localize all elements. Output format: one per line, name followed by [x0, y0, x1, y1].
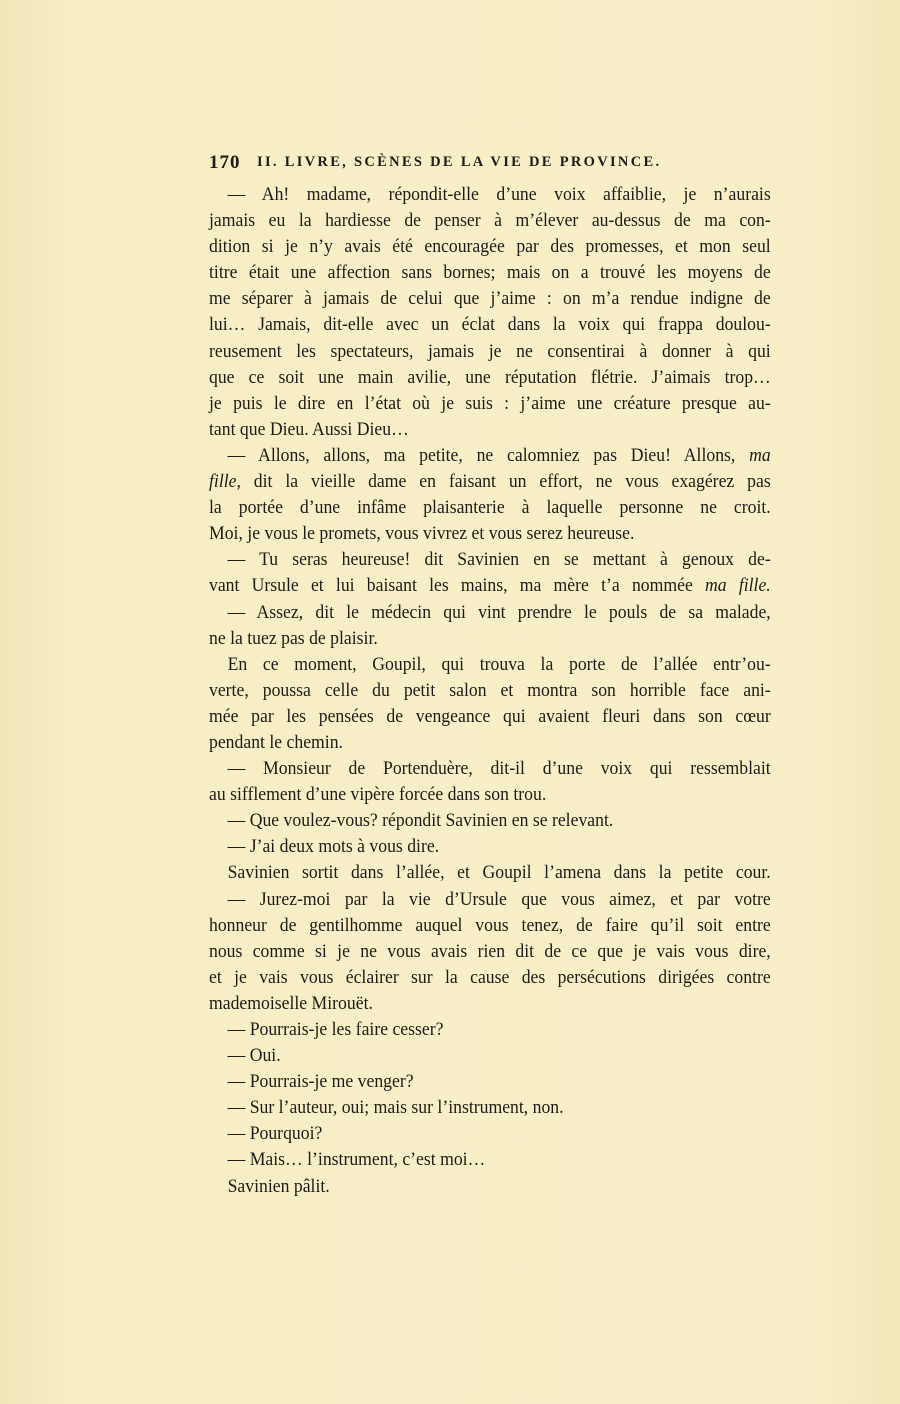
line-text: — Pourrais-je me venger?: [227, 1071, 414, 1093]
text-line: [209, 260, 771, 286]
line-text: — J’ai deux mots à vous dire.: [227, 836, 440, 858]
text-line: [209, 808, 771, 834]
text-line: [209, 991, 771, 1017]
text-line: [209, 1147, 771, 1173]
text-line: [209, 600, 771, 626]
text-line: [209, 756, 771, 782]
italic-text: ma fille.: [705, 575, 771, 597]
text-line: [209, 1069, 771, 1095]
italic-text: ma: [749, 444, 771, 466]
line-text: Moi, je vous le promets, vous vivrez et vous serez heureuse.: [209, 523, 635, 545]
line-text: et je vais vous éclairer sur la cause des persécutions dirigées contre: [209, 966, 771, 988]
line-text: pendant le chemin.: [209, 731, 343, 753]
text-line: [209, 652, 771, 678]
text-line: [209, 704, 771, 730]
page-body-text: [209, 182, 771, 1200]
text-line: [209, 521, 771, 547]
text-line: [209, 1174, 771, 1200]
line-text: — Mais… l’instrument, c’est moi…: [227, 1149, 486, 1171]
text-line: [209, 913, 771, 939]
line-text: Savinien pâlit.: [227, 1175, 330, 1197]
text-line: [209, 965, 771, 991]
text-line: [209, 234, 771, 260]
line-text: — Oui.: [227, 1045, 281, 1067]
text-line: [209, 443, 771, 469]
text-line: [209, 860, 771, 886]
text-line: [209, 312, 771, 338]
line-text: , dit la vieille dame en faisant un effort, ne vous exagérez pas: [236, 471, 771, 493]
line-text: titre était une affection sans bornes; mais on a trouvé les moyens de: [209, 262, 771, 284]
text-line: [209, 182, 771, 208]
line-text: dition si je n’y avais été encouragée par des promesses, et mon seul: [209, 236, 771, 258]
text-line: [209, 1095, 771, 1121]
text-line: [209, 286, 771, 312]
line-text: verte, poussa celle du petit salon et montra son horrible face ani-: [209, 679, 771, 701]
text-line: [209, 208, 771, 234]
text-line: [209, 573, 771, 599]
text-line: [209, 939, 771, 965]
text-line: [209, 626, 771, 652]
line-text: — Ah! madame, répondit-elle d’une voix affaiblie, je n’aurais: [227, 184, 771, 205]
italic-text: fille: [209, 471, 237, 493]
running-title: II. LIVRE, SCÈNES DE LA VIE DE PROVINCE.: [257, 154, 662, 170]
line-text: — Monsieur de Portenduère, dit-il d’une voix qui ressemblait: [227, 758, 771, 780]
line-text: — Que voulez-vous? répondit Savinien en se relevant.: [227, 810, 614, 832]
text-line: [209, 1043, 771, 1069]
line-text: — Allons, allons, ma petite, ne calomniez pas Dieu! Allons,: [227, 444, 750, 466]
text-line: [209, 469, 771, 495]
text-line: [209, 547, 771, 573]
line-text: mademoiselle Mirouët.: [209, 992, 373, 1014]
line-text: — Jurez-moi par la vie d’Ursule que vous aimez, et par votre: [227, 888, 771, 910]
line-text: mée par les pensées de vengeance qui avaient fleuri dans son cœur: [209, 705, 771, 727]
page-number: 170: [209, 152, 241, 173]
text-line: [209, 1121, 771, 1147]
line-text: honneur de gentilhomme auquel vous tenez, de faire qu’il soit entre: [209, 914, 771, 936]
line-text: la portée d’une infâme plaisanterie à laquelle personne ne croit.: [209, 497, 771, 519]
text-line: [209, 391, 771, 417]
line-text: ne la tuez pas de plaisir.: [209, 627, 378, 649]
line-text: me séparer à jamais de celui que j’aime : on m’a rendue indigne de: [209, 288, 771, 310]
text-line: [209, 495, 771, 521]
text-line: [209, 417, 771, 443]
line-text: tant que Dieu. Aussi Dieu…: [209, 418, 409, 440]
line-text: reusement les spectateurs, jamais je ne consentirai à donner à qui: [209, 340, 771, 362]
text-line: [209, 887, 771, 913]
text-line: [209, 782, 771, 808]
line-text: — Sur l’auteur, oui; mais sur l’instrument, non.: [227, 1097, 564, 1119]
line-text: — Pourrais-je les faire cesser?: [227, 1019, 444, 1040]
text-line: [209, 834, 771, 860]
text-line: [209, 678, 771, 704]
line-text: Savinien sortit dans l’allée, et Goupil l’amena dans la petite cour.: [227, 862, 771, 884]
text-line: [209, 730, 771, 756]
line-text: nous comme si je ne vous avais rien dit de ce que je vais vous dire,: [209, 940, 771, 962]
line-text: — Tu seras heureuse! dit Savinien en se mettant à genoux de-: [227, 549, 771, 571]
text-line: [209, 339, 771, 365]
line-text: En ce moment, Goupil, qui trouva la porte de l’allée entr’ou-: [227, 653, 771, 675]
line-text: — Pourquoi?: [227, 1123, 323, 1145]
line-text: que ce soit une main avilie, une réputation flétrie. J’aimais trop…: [209, 366, 771, 388]
line-text: au sifflement d’une vipère forcée dans son trou.: [209, 784, 547, 806]
line-text: — Assez, dit le médecin qui vint prendre le pouls de sa malade,: [227, 601, 771, 623]
page-header: [209, 152, 771, 178]
text-line: [209, 1017, 771, 1043]
line-text: jamais eu la hardiesse de penser à m’élever au-dessus de ma con-: [209, 210, 771, 232]
line-text: je puis le dire en l’état où je suis : j’aime une créature presque au-: [209, 392, 771, 414]
line-text: lui… Jamais, dit-elle avec un éclat dans la voix qui frappa doulou-: [209, 314, 771, 336]
line-text: vant Ursule et lui baisant les mains, ma mère t’a nommée: [209, 575, 706, 597]
text-line: [209, 365, 771, 391]
